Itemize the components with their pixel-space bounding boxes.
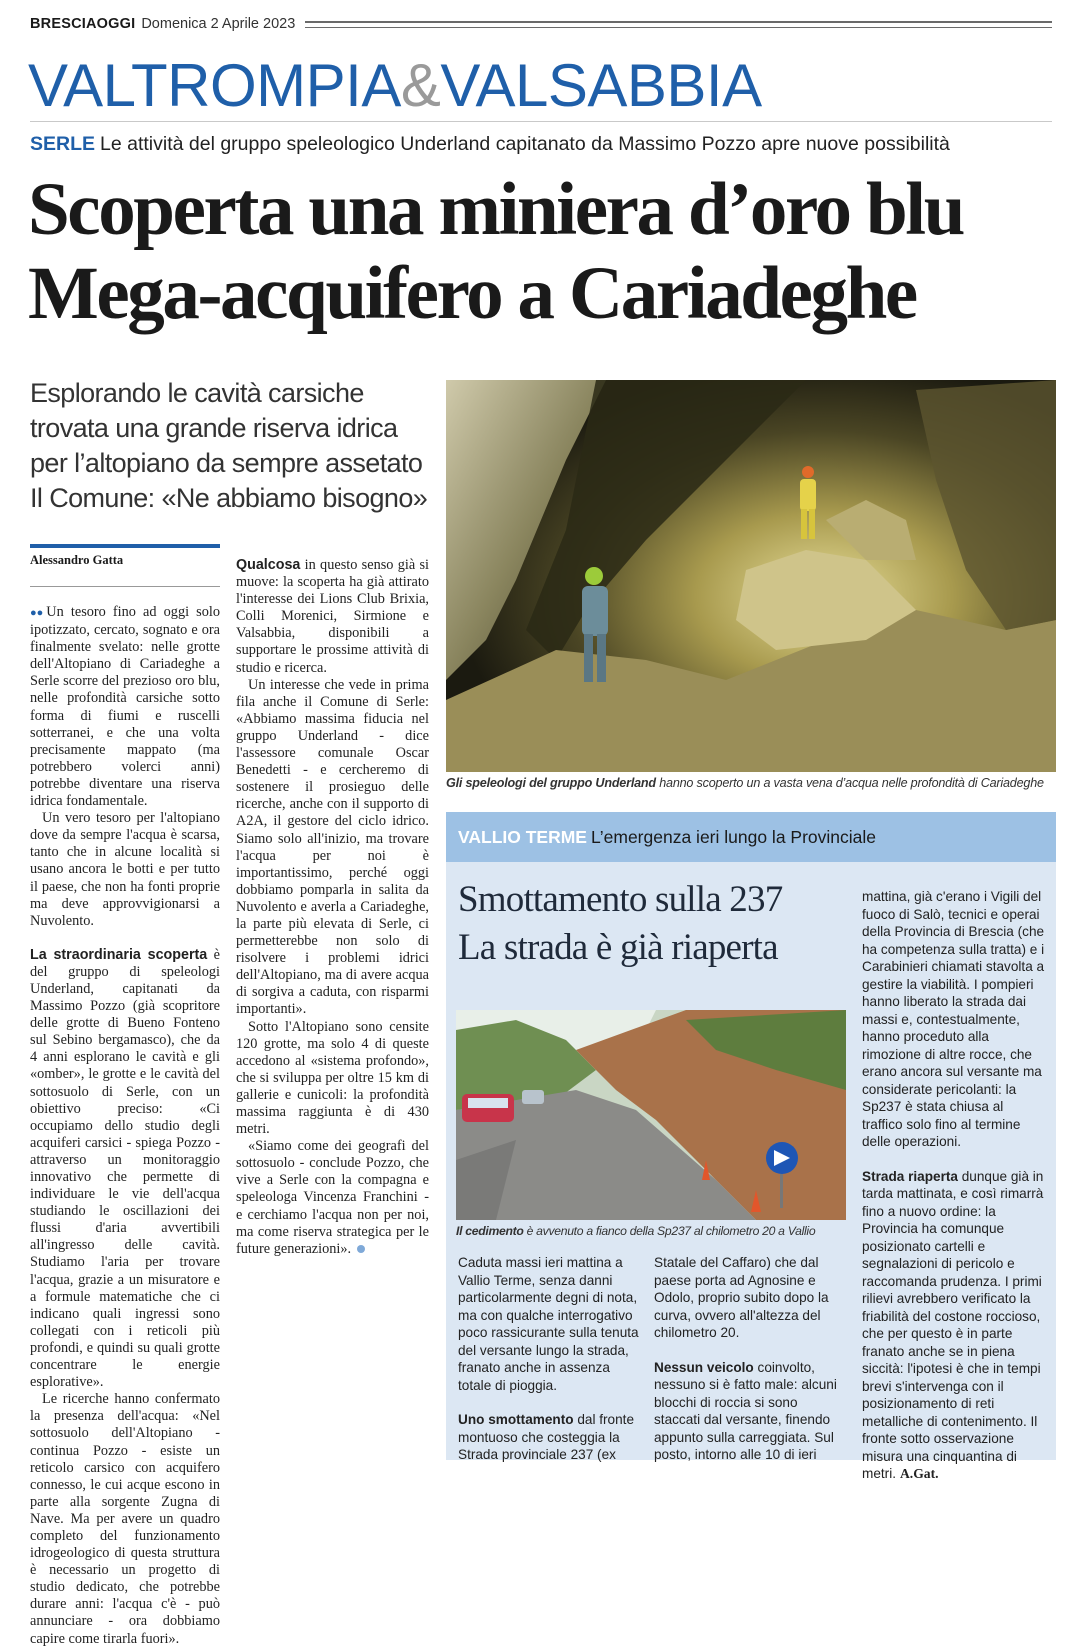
paper-name: BRESCIAOGGI [30, 16, 136, 32]
standfirst-line: Il Comune: «Ne abbiamo bisogno» [30, 483, 428, 513]
paragraph-text: in questo senso già si muove: la scoperta ha già attirato l'interesse dei Lions Club Brixia, Colli Morenici, Sirmione e Valsabbia, disponibili a supportare le prossime attività di studio e ricerca. [236, 557, 429, 676]
byline-bar [30, 544, 220, 548]
sidebar-paragraph: Statale del Caffaro) che dal paese porta ad Agnosine e Odolo, proprio subito dopo la curva, ovvero all'altezza del chilometro 20. [654, 1255, 829, 1340]
paragraph-text: coinvolto, nessuno si è fatto male: alcuni blocchi di roccia si sono staccati dal versante, finendo appunto sulla carreggiata. Sul posto, intorno alle 10 di ieri [654, 1359, 837, 1462]
road-photo-illustration [456, 1010, 846, 1220]
paragraph-text: è del gruppo di speleologi Underland, capitanati da Massimo Pozzo (già scopritore delle grotte di Bueno Fonteno sul Sebino bergamasco), che da 4 anni esplorano le cavità e gli «omber», le grotte e le cavità del sottosuolo di Serle, con un obiettivo preciso: «Ci occupiamo dello studio degli acquiferi carsici - spiega Pozzo - attraverso un monitoraggio innovativo che permette di individuare le vie dell'acqua studiando le oscillazioni dei flussi d'aria avvertibili all'ingresso delle cavità. Studiamo l'aria per trovare l'acqua, grazie a un misuratore e a formule matematiche che ci indicano quali ingressi sono collegati con i reticoli più profondi, e quindi su quali grotte concentrare le energie esplorative». [30, 946, 220, 1391]
paragraph-text: dal fronte montuoso che costeggia la Strada provinciale 237 (ex [458, 1412, 635, 1462]
sidebar-paragraph: mattina, già c'erano i Vigili del fuoco di Salò, tecnici e operai della Provincia di Brescia (che ha competenza sulla tratta) e i Carabinieri chiamati stavolta a gestire la viabilità. I pompieri hanno liberato la strada dai massi e, contestualmente, hanno proceduto alla rimozione di altre rocce, che erano ancora sul versante ma considerate pericolanti: la Sp237 è stata chiusa al traffico solo fino al termine delle operazioni. [862, 889, 1045, 1149]
standfirst-line: trovata una grande riserva idrica [30, 413, 398, 443]
masthead [30, 12, 1052, 36]
section-title [28, 52, 762, 120]
issue-date: Domenica 2 Aprile 2023 [141, 16, 296, 32]
sidebar-paragraph [458, 1411, 640, 1464]
headline-line-2: Mega-acquifero a Cariadeghe [28, 252, 916, 335]
sidebar-column-3 [862, 888, 1046, 1483]
road-photo [456, 1010, 846, 1220]
article-kicker [30, 130, 950, 158]
cave-photo-illustration [446, 380, 1056, 772]
sidebar-column-1 [458, 1254, 640, 1464]
masthead-rule [305, 21, 1052, 28]
byline-rule [30, 586, 220, 587]
article-paragraph [30, 947, 220, 1391]
article-paragraph [30, 604, 220, 810]
end-dot-icon [357, 1245, 365, 1253]
paragraph-lead: Qualcosa [236, 557, 301, 573]
article-paragraph [236, 1138, 429, 1258]
bullet-dots-icon: ●● [30, 607, 44, 619]
headline-line-1: Scoperta una miniera d’oro blu [28, 168, 964, 251]
article-paragraph: Un vero tesoro per l'altopiano dove da sempre l'acqua è scarsa, tanto che in alcune località si usano ancora le botti e per tutto il paese, che non ha fonti proprie ma deve approvvigionarsi a Nuvolento. [30, 810, 220, 929]
car-icon [522, 1090, 544, 1104]
paragraph-text: Un tesoro fino ad oggi solo ipotizzato, cercato, sognato e ora finalmente svelato: nelle grotte dell'Altopiano di Cariadeghe a Serle scorre del prezioso oro blu, nelle profondità carsiche sotto forma di fiumi e ruscelli sotterranei, e che una volta precisamente mappato (ma potrebbero volerci anni) potrebbe diventare una riserva idrica fondamentale. [30, 604, 220, 810]
byline: Alessandro Gatta [30, 553, 124, 567]
article-paragraph: Un interesse che vede in prima fila anche il Comune di Serle: «Abbiamo massima fiducia nel gruppo Underland - dice l'assessore comunale Oscar Benedetti - e cercheremo di sostenere il prosieguo delle ricerche, anche con il supporto di A2A, il gestore del ciclo idrico. Siamo solo all'inizio, ma trovare l'acqua per noi è importantissimo, perché oggi dobbiamo pomparla in salita da Nuvolento e averla a Cariadeghe, la parte più elevata di Serle, ci permetterebbe non solo di risolvere i problemi idrici dell'Altopiano, ma di avere acqua di sorgiva a caduta, con risparmi importanti». [236, 676, 429, 1018]
sidebar-kicker-place: VALLIO TERME [458, 827, 587, 847]
headline [28, 168, 1068, 336]
paragraph-lead: Strada riaperta [862, 1168, 958, 1184]
sidebar-paragraph: Caduta massi ieri mattina a Vallio Terme, senza danni particolarmente degni di nota, ma con qualche interrogativo poco rassicurante sulla tenuta del versante lungo la strada, franato anche in assenza totale di pioggia. [458, 1255, 639, 1393]
caption-text: hanno scoperto un a vasta vena d’acqua nelle profondità di Cariadeghe [659, 776, 1044, 790]
caption-text: è avvenuto a fianco della Sp237 al chilometro 20 a Vallio [526, 1224, 816, 1238]
sidebar-kicker-text: L’emergenza ieri lungo la Provinciale [590, 827, 877, 847]
paragraph-lead: La straordinaria scoperta [30, 946, 208, 963]
kicker-place: SERLE [30, 133, 96, 155]
sidebar-paragraph [654, 1359, 846, 1464]
sidebar-headline-line-1: Smottamento sulla 237 [458, 879, 783, 920]
paragraph-text: «Siamo come dei geografi del sottosuolo - conclude Pozzo, che vive a Serle con la compagna e speleologa Vincenza Franchini - e cerchiamo l'acqua non per noi, ma come riserva strategica per le future generazioni». [236, 1138, 429, 1257]
sidebar-paragraph [862, 1168, 1046, 1483]
section-title-part2: VALSABBIA [440, 52, 762, 119]
sidebar-kicker [446, 812, 1056, 862]
sidebar-headline [458, 876, 858, 972]
article-paragraph [236, 557, 429, 677]
standfirst-line: per l’altopiano da sempre assetato [30, 448, 423, 478]
standfirst-line: Esplorando le cavità carsiche [30, 378, 364, 408]
section-title-amp: & [400, 52, 441, 119]
paragraph-lead: Uno smottamento [458, 1412, 574, 1427]
caption-lead: Il cedimento [456, 1224, 524, 1238]
article-column-2 [236, 540, 429, 1258]
article-paragraph: Le ricerche hanno confermato la presenza dell'acqua: «Nel sottosuolo dell'Altopiano - continua Pozzo - esiste un reticolo carsico con acquifero connesso, le cui acque escono in parte alla sorgente Zugna di Nave. Ma per avere un quadro completo del funzionamento idrogeologico di questa struttura è necessario un progetto di studio dedicato, che potrebbe durare anni: l'acqua c'è - può annunciare - ora dobbiamo capire come tirarla fuori». [30, 1391, 220, 1647]
section-rule [30, 121, 1052, 122]
author-signature: A.Gat. [899, 1466, 939, 1481]
article-column-1 [30, 604, 220, 1648]
sidebar-column-2 [654, 1254, 846, 1464]
sidebar-headline-line-2: La strada è già riaperta [458, 927, 778, 968]
car-icon [462, 1094, 514, 1122]
paragraph-lead: Nessun veicolo [654, 1359, 754, 1375]
caption-lead: Gli speleologi del gruppo Underland [446, 776, 656, 790]
road-photo-caption [456, 1224, 848, 1238]
paragraph-text: dunque già in tarda mattinata, e così rimarrà fino a nuovo ordine: la Provincia ha comunque posizionato cartelli e segnalazioni di pericolo e raccomanda prudenza. I primi rilievi avrebbero verificato la friabilità del costone roccioso, che per questo è in parte franato anche se in piena siccità: l'ipotesi è che in tempi brevi s'intervenga con il posizionamento di reti metalliche di contenimento. Il fronte sotto osservazione misura una cinquantina di metri. [862, 1168, 1044, 1481]
kicker-text: Le attività del gruppo speleologico Underland capitanato da Massimo Pozzo apre nuove possibilità [100, 133, 950, 155]
standfirst [30, 376, 440, 516]
article-paragraph: Sotto l'Altopiano sono censite 120 grotte, ma solo 4 di queste accedono al «sistema profondo», che si sviluppa per oltre 15 km di gallerie e cunicoli: la profondità massima raggiunta è di 430 metri. [236, 1018, 429, 1138]
cave-photo-caption [446, 776, 1056, 790]
section-title-part1: VALTROMPIA [28, 52, 401, 119]
cave-photo [446, 380, 1056, 772]
